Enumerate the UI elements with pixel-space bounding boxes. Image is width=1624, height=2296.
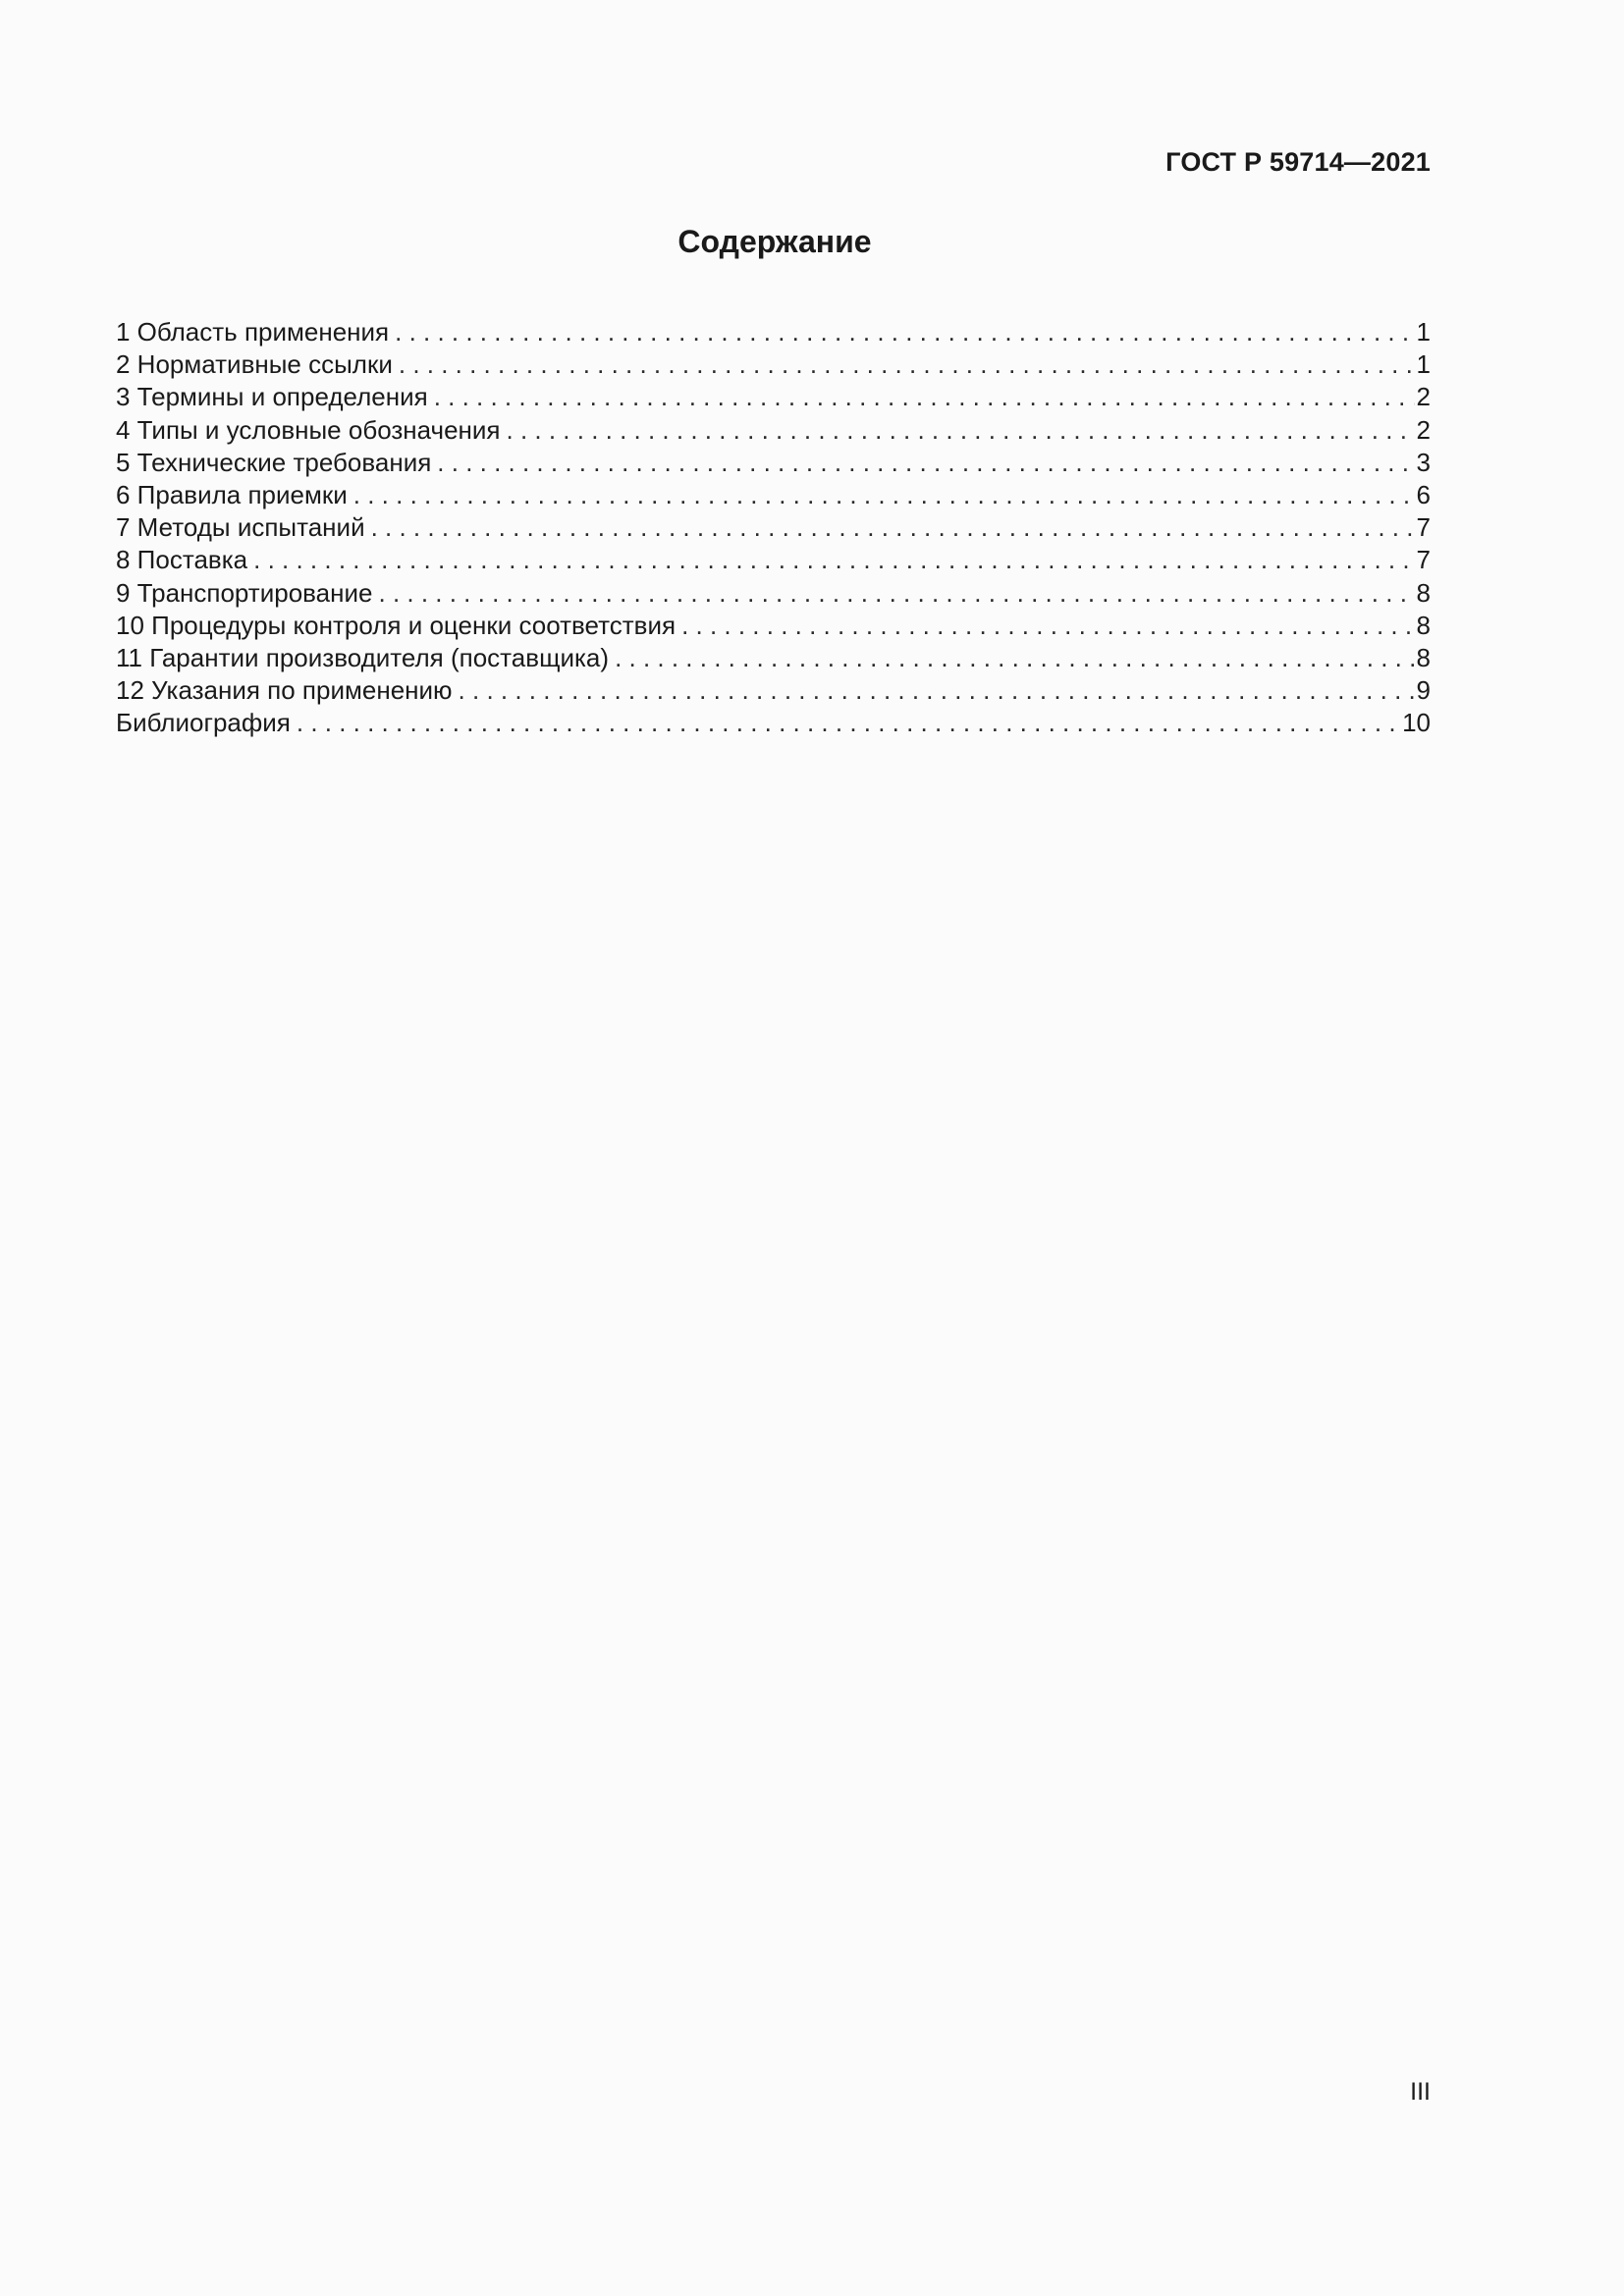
toc-entry[interactable] <box>116 480 1431 512</box>
toc-entry-label: 9 Транспортирование <box>116 577 373 608</box>
toc-entry-page: 1 <box>1416 349 1431 380</box>
dot-leader <box>615 643 1414 673</box>
dot-leader <box>395 317 1414 347</box>
dot-leader <box>459 675 1415 706</box>
toc-entry[interactable] <box>116 349 1431 382</box>
dot-leader <box>253 545 1414 575</box>
toc-entry[interactable] <box>116 611 1431 643</box>
toc-entry-page: 2 <box>1416 414 1431 445</box>
toc-entry-page: 1 <box>1416 317 1431 347</box>
toc-entry[interactable] <box>116 448 1431 480</box>
toc-title: Содержание <box>677 224 872 259</box>
toc-entry[interactable] <box>116 512 1431 545</box>
toc-entry-label: 1 Область применения <box>116 317 390 347</box>
toc-entry-page: 3 <box>1416 447 1431 477</box>
table-of-contents <box>116 317 1431 740</box>
dot-leader <box>297 708 1400 738</box>
toc-entry[interactable] <box>116 643 1431 675</box>
toc-entry-label: 6 Правила приемки <box>116 479 348 509</box>
document-code: ГОСТ Р 59714—2021 <box>1165 147 1431 177</box>
toc-entry-label: 12 Указания по применению <box>116 675 453 706</box>
toc-entry-page: 2 <box>1416 382 1431 412</box>
dot-leader <box>399 349 1415 380</box>
toc-entry[interactable] <box>116 578 1431 611</box>
toc-entry-page: 10 <box>1402 708 1431 738</box>
toc-entry-page: 6 <box>1416 479 1431 509</box>
toc-entry-label: 5 Технические требования <box>116 447 432 477</box>
toc-entry[interactable] <box>116 382 1431 414</box>
toc-entry[interactable] <box>116 675 1431 708</box>
toc-entry-label: Библиография <box>116 708 291 738</box>
toc-entry-label: 3 Термины и определения <box>116 382 428 412</box>
toc-entry-label: 2 Нормативные ссылки <box>116 349 393 380</box>
dot-leader <box>353 480 1415 510</box>
toc-entry-label: 11 Гарантии производителя (поставщика) <box>116 642 610 672</box>
toc-entry[interactable] <box>116 317 1431 349</box>
dot-leader <box>434 382 1415 412</box>
dot-leader <box>371 512 1415 543</box>
toc-entry[interactable] <box>116 708 1431 740</box>
toc-entry-label: 10 Процедуры контроля и оценки соответствия <box>116 610 677 640</box>
toc-entry-label: 4 Типы и условные обозначения <box>116 414 501 445</box>
toc-entry[interactable] <box>116 545 1431 577</box>
dot-leader <box>379 578 1415 609</box>
dot-leader <box>437 448 1414 478</box>
toc-entry-page: 8 <box>1416 610 1431 640</box>
toc-entry-page: 9 <box>1416 675 1431 706</box>
page-number: III <box>1410 2078 1431 2106</box>
toc-entry-page: 8 <box>1416 642 1431 672</box>
toc-entry-page: 7 <box>1416 545 1431 575</box>
toc-entry-page: 8 <box>1416 577 1431 608</box>
toc-entry-label: 8 Поставка <box>116 545 248 575</box>
dot-leader <box>681 611 1414 641</box>
toc-entry-page: 7 <box>1416 512 1431 543</box>
toc-entry-label: 7 Методы испытаний <box>116 512 365 543</box>
toc-entry[interactable] <box>116 415 1431 448</box>
dot-leader <box>507 415 1415 446</box>
